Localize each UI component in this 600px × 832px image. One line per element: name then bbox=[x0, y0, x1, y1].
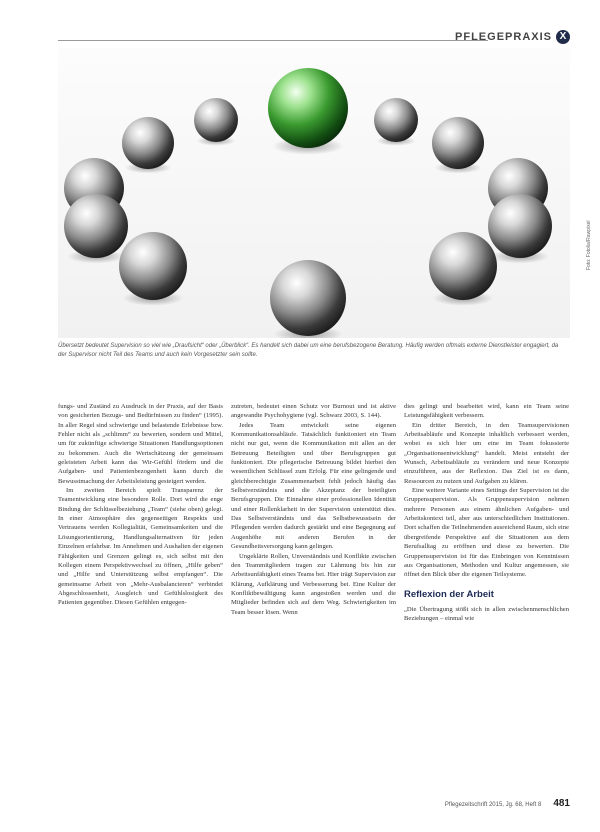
silver-sphere bbox=[122, 117, 174, 169]
silver-sphere bbox=[64, 194, 128, 258]
green-sphere bbox=[268, 68, 348, 148]
paragraph: Jedes Team entwickelt seine eigenen Kommunikationsabläufe. Tatsächlich funktioniert ein Team nicht nur gut, wenn die Kommunikation mit allen an der Betreuung Beteiligten und über Berufsgruppen gut funktioniert. Die pflegerische Betreuung bildet hierbei den wesentlichen Schlüssel zum Erfolg. Für eine gelingende und gleichberechtigte Zusammenarbeit fehlt jedoch häufig das Selbstverständnis und die Akzeptanz der beteiligten Berufsgruppen. Die Einnahme einer professionellen Identität und einer Rollenklarheit in der Supervision unterstützt dies. Das Selbstverständnis und das Selbstbewusstsein der Pflegenden werden dadurch gestärkt und eine Begegnung auf Augenhöhe mit anderen Berufen in der Gesundheitsversorgung kann gelingen. bbox=[231, 421, 396, 551]
column-1 bbox=[58, 402, 223, 624]
hero-image bbox=[58, 48, 570, 338]
column-2 bbox=[231, 402, 396, 624]
photo-credit: Foto: Fotolia/Rawpixel bbox=[586, 220, 592, 270]
paragraph: dies gelingt und bearbeitet wird, kann ein Team seine Leistungsfähigkeit verbessern. bbox=[404, 403, 569, 420]
paragraph: zutreten, bedeutet einen Schutz vor Burnout und ist aktive angewandte Psychohygiene (vgl. Schwarz 2003, S. 144). bbox=[231, 403, 396, 420]
silver-sphere bbox=[194, 98, 238, 142]
column-3 bbox=[404, 402, 569, 624]
image-caption: Übersetzt bedeutet Supervision so viel wie „Draufsicht“ oder „Überblick“. Es handelt sich dabei um eine berufsbezogene Beratung. Häufig werden oftmals externe Dienstleister engagiert, da der Supervisor nicht Teil des Teams und auch kein Vorgesetzter sein sollte. bbox=[58, 343, 559, 358]
paragraph: Im zweiten Bereich spielt Transparenz der Teamentwicklung eine besondere Rolle. Dort wird die enge Bindung der Schlüsselbeziehung „Team“ (siehe oben) gelegt. In einer Atmosphäre des gegenseitigen Respekts und Vertrauens werden Kollegialität, Gemeinsamkeiten und die Lösungsorientierung, Handlungsalternativen für jeden Einzelnen erfahrbar. Im Annehmen und Aushalten der eigenen Fähigkeiten und Grenzen gelingt es, sich selbst mit den Kollegen einem Perspektivwechsel zu öffnen, „Hilfe geben“ und „Hilfe und Unterstützung selbst empfangen“. Die gemeinsame Arbeit von „Mehr-Ausbalancieren“ verbindet Abgeschlossenheit, Ausgleich und Gefühlslosigkeit des Patienten gegenüber. Diesen Gefühlen entgegen- bbox=[58, 487, 223, 607]
paragraph: Ein dritter Bereich, in den Teamsupervisionen Arbeitsabläufe und Konzepte inhaltlich verbessert werden, wobei es sich hier um eine im Team fokussierte „Organisationsentwicklung“ handelt. Meist entsteht der Wunsch, Arbeitsabläufe zu verändern und neue Konzepte einzuführen, aus der Reflexion. Das Ziel ist es dann, Ressourcen zu nutzen und Aufgaben zu klären. bbox=[404, 421, 569, 485]
paragraph: Eine weitere Variante eines Settings der Supervision ist die Gruppensupervision. Als Gruppensupervision nehmen mehrere Personen aus einem ähnlichen Aufgaben- und Arbeitskontext teil, aber aus unterschiedlichen Institutionen. Dort schaffen die Teilnehmenden ausreichend Raum, sich eine übergreifende Perspektive auf die Situationen aus dem Berufsalltag zu eröffnen und diese zu bewerten. Die Gruppensupervision ist für das Einbringen von Kenntnissen aus Organisationen, Methoden und Kultur angemessen, sie öffnet den Blick über die eigenen Teilsysteme. bbox=[404, 487, 569, 579]
section-heading: Reflexion der Arbeit bbox=[404, 588, 494, 600]
silver-sphere bbox=[270, 260, 346, 336]
section-header bbox=[455, 30, 570, 44]
silver-sphere bbox=[432, 117, 484, 169]
paragraph: fungs- und Zuständ zu Ausdruck in der Praxis, auf der Basis von gesicherten Bezugs- und Bedürfnissen zu finden“ (1995). In aller Regel sind schwierige und belastende Erlebnisse bzw. Fehler nicht als „schlimm“ zu bewerten, sondern und Mittel, um für zukünftige schwierige Situationen Handlungsoptionen zu bekommen. Auch die Wertschätzung der gemeinsam geleisteten Arbeit kann das Wir-Gefühl fördern und die Aufgaben- und Patientenbezogenheit kann durch die Bewusstmachung der Arbeitsleistung gesteigert werden. bbox=[58, 403, 223, 485]
spheres-illustration bbox=[58, 48, 570, 338]
paragraph: Ungeklärte Rollen, Unverständnis und Konflikte zwischen den Teammitgliedern tragen zur Lähmung bis hin zur Arbeitsunfähigkeit eines Teams bei. Hier trägt Supervision zur Klärung, Aufklärung und Verbesserung bei. Eine Kultur der Konfliktbewältigung kann angestoßen werden und die Mitglieder befinden sich auf dem Weg. Schwierigkeiten im Team besser lösen. Wenn bbox=[231, 552, 396, 616]
section-title: PFLEGEPRAXIS bbox=[455, 31, 552, 43]
paragraph: „Die Übertragung stößt sich in allen zwischenmenschlichen Beziehungen – einmal wie bbox=[404, 605, 569, 623]
section-close-icon: X bbox=[556, 30, 570, 44]
silver-sphere bbox=[119, 232, 187, 300]
article-body bbox=[58, 402, 570, 624]
page-footer bbox=[445, 798, 570, 809]
silver-sphere bbox=[488, 194, 552, 258]
page-number: 481 bbox=[553, 798, 570, 809]
journal-reference: Pflegezeitschrift 2015, Jg. 68, Heft 8 bbox=[444, 802, 542, 808]
silver-sphere bbox=[429, 232, 497, 300]
silver-sphere bbox=[374, 98, 418, 142]
